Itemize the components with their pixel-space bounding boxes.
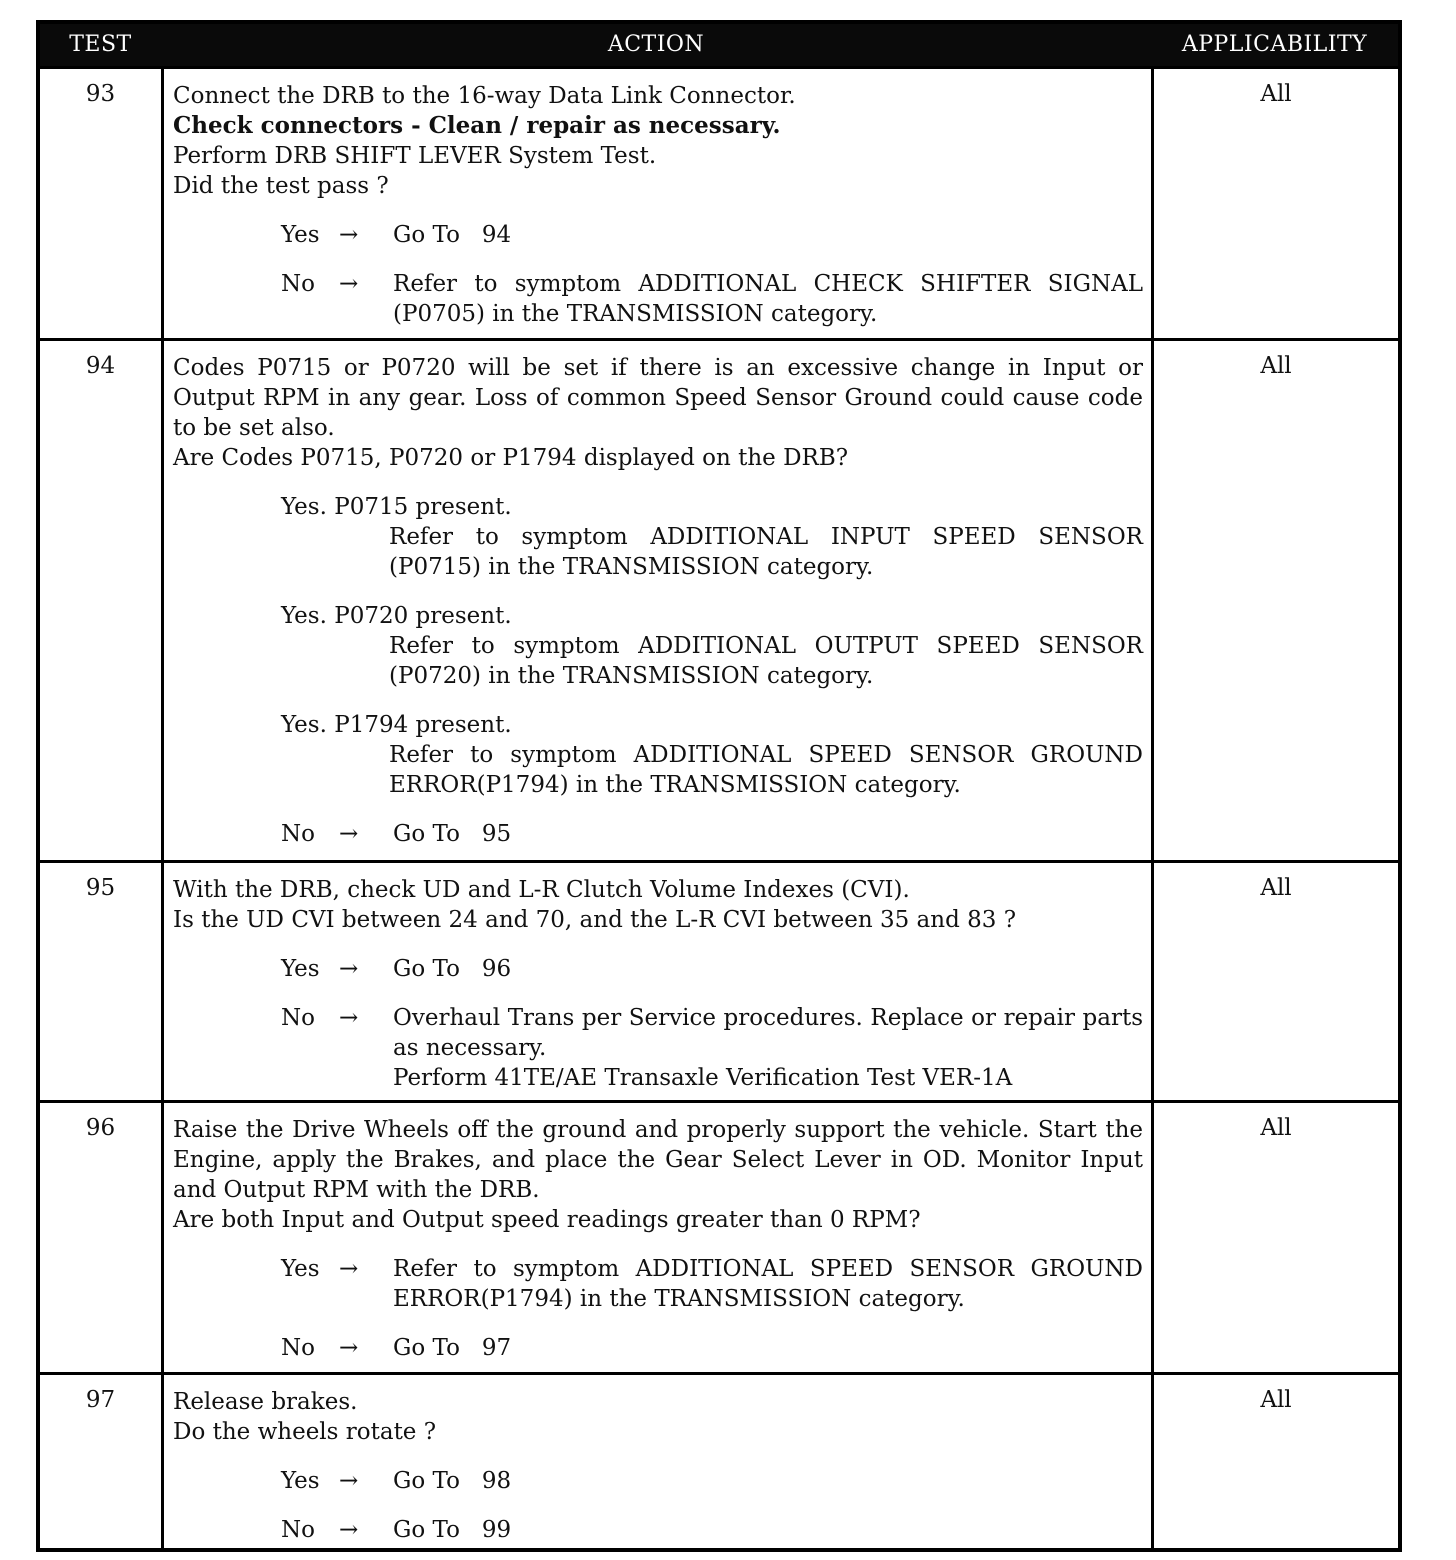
action-cell (161, 1103, 1151, 1372)
answer-extra: Perform 41TE/AE Transaxle Verification Test VER-1A (393, 1065, 1013, 1091)
arrow-icon: → (339, 821, 359, 847)
answer-result: Go To 97 (393, 1335, 512, 1361)
action-question: Are Codes P0715, P0720 or P1794 displayed on the DRB? (173, 445, 849, 471)
table-row (40, 860, 1398, 1100)
action-line: With the DRB, check UD and L-R Clutch Volume Indexes (CVI). (173, 877, 910, 903)
arrow-icon: → (339, 1335, 359, 1361)
answer-no (281, 269, 1143, 329)
arrow-icon: → (339, 222, 359, 248)
action-cell (161, 1375, 1151, 1552)
test-number: 96 (85, 1115, 116, 1141)
table-row (40, 1100, 1398, 1372)
diagnostic-table (36, 20, 1402, 1552)
header-action: ACTION (607, 32, 705, 57)
action-text: Raise the Drive Wheels off the ground and properly support the vehicle. Start the Engine, apply the Brakes, and place the Gear Select Lever in OD. Monitor Input and Output RPM with the DRB. (173, 1117, 1143, 1203)
action-question: Do the wheels rotate ? (173, 1419, 437, 1445)
answer-label: Yes (281, 1468, 320, 1494)
action-question: Is the UD CVI between 24 and 70, and the L-R CVI between 35 and 83 ? (173, 907, 1017, 933)
test-number: 97 (85, 1387, 116, 1413)
answer-no (281, 1003, 1143, 1093)
answer-label: No (281, 1335, 315, 1361)
table-header (40, 24, 1398, 66)
answer-label: No (281, 821, 315, 847)
code-label: Yes. P0715 present. (281, 494, 512, 520)
code-item (281, 492, 1143, 582)
header-applicability: APPLICABILITY (1181, 32, 1368, 57)
action-question: Are both Input and Output speed readings greater than 0 RPM? (173, 1207, 921, 1233)
applicability: All (1151, 341, 1398, 860)
answer-no (281, 1333, 1143, 1363)
action-line: Perform DRB SHIFT LEVER System Test. (173, 143, 657, 169)
arrow-icon: → (339, 271, 359, 297)
arrow-icon: → (339, 1256, 359, 1282)
answer-result: Go To 94 (393, 222, 512, 248)
answer-no (281, 819, 1143, 849)
answer-label: No (281, 1005, 315, 1031)
answer-yes (281, 954, 1143, 984)
arrow-icon: → (339, 1517, 359, 1543)
test-number: 93 (85, 81, 116, 107)
answer-yes (281, 220, 1143, 250)
action-cell (161, 863, 1151, 1100)
action-line: Check connectors - Clean / repair as necessary. (173, 112, 781, 139)
answer-label: Yes (281, 222, 320, 248)
answer-label: No (281, 1517, 315, 1543)
answer-result: Refer to symptom ADDITIONAL SPEED SENSOR GROUND ERROR(P1794) in the TRANSMISSION category. (393, 1256, 1143, 1312)
action-cell (161, 341, 1151, 860)
answer-yes (281, 1254, 1143, 1314)
answer-yes (281, 1466, 1143, 1496)
answer-result: Overhaul Trans per Service procedures. Replace or repair parts as necessary. (393, 1005, 1143, 1061)
action-question: Did the test pass ? (173, 173, 389, 199)
test-number: 94 (85, 353, 116, 379)
answer-result: Go To 96 (393, 956, 512, 982)
action-line: Connect the DRB to the 16-way Data Link Connector. (173, 83, 796, 109)
action-cell (161, 69, 1151, 338)
applicability: All (1151, 1103, 1398, 1372)
test-number: 95 (85, 875, 116, 901)
table-row (40, 66, 1398, 338)
answer-result-block (393, 1003, 1143, 1093)
code-item (281, 601, 1143, 691)
code-label: Yes. P1794 present. (281, 712, 512, 738)
answer-label: Yes (281, 1256, 320, 1282)
answer-result: Go To 99 (393, 1517, 512, 1543)
applicability: All (1151, 1375, 1398, 1552)
arrow-icon: → (339, 1005, 359, 1031)
action-line: Release brakes. (173, 1389, 358, 1415)
header-test: TEST (69, 32, 132, 57)
arrow-icon: → (339, 956, 359, 982)
answer-label: No (281, 271, 315, 297)
arrow-icon: → (339, 1468, 359, 1494)
action-text: Codes P0715 or P0720 will be set if there is an excessive change in Input or Output RPM in any gear. Loss of common Speed Sensor Ground could cause code to be set also. (173, 355, 1143, 441)
code-reference: Refer to symptom ADDITIONAL INPUT SPEED SENSOR (P0715) in the TRANSMISSION category. (389, 524, 1143, 580)
answer-no (281, 1515, 1143, 1545)
code-reference: Refer to symptom ADDITIONAL OUTPUT SPEED SENSOR (P0720) in the TRANSMISSION category. (389, 633, 1143, 689)
answer-result: Go To 95 (393, 821, 512, 847)
applicability: All (1151, 69, 1398, 338)
code-item (281, 710, 1143, 800)
table-row (40, 1372, 1398, 1552)
applicability: All (1151, 863, 1398, 1100)
code-label: Yes. P0720 present. (281, 603, 512, 629)
table-row (40, 338, 1398, 860)
code-reference: Refer to symptom ADDITIONAL SPEED SENSOR GROUND ERROR(P1794) in the TRANSMISSION category. (389, 742, 1143, 798)
answer-result: Go To 98 (393, 1468, 512, 1494)
answer-result: Refer to symptom ADDITIONAL CHECK SHIFTER SIGNAL (P0705) in the TRANSMISSION category. (393, 271, 1143, 327)
answer-label: Yes (281, 956, 320, 982)
